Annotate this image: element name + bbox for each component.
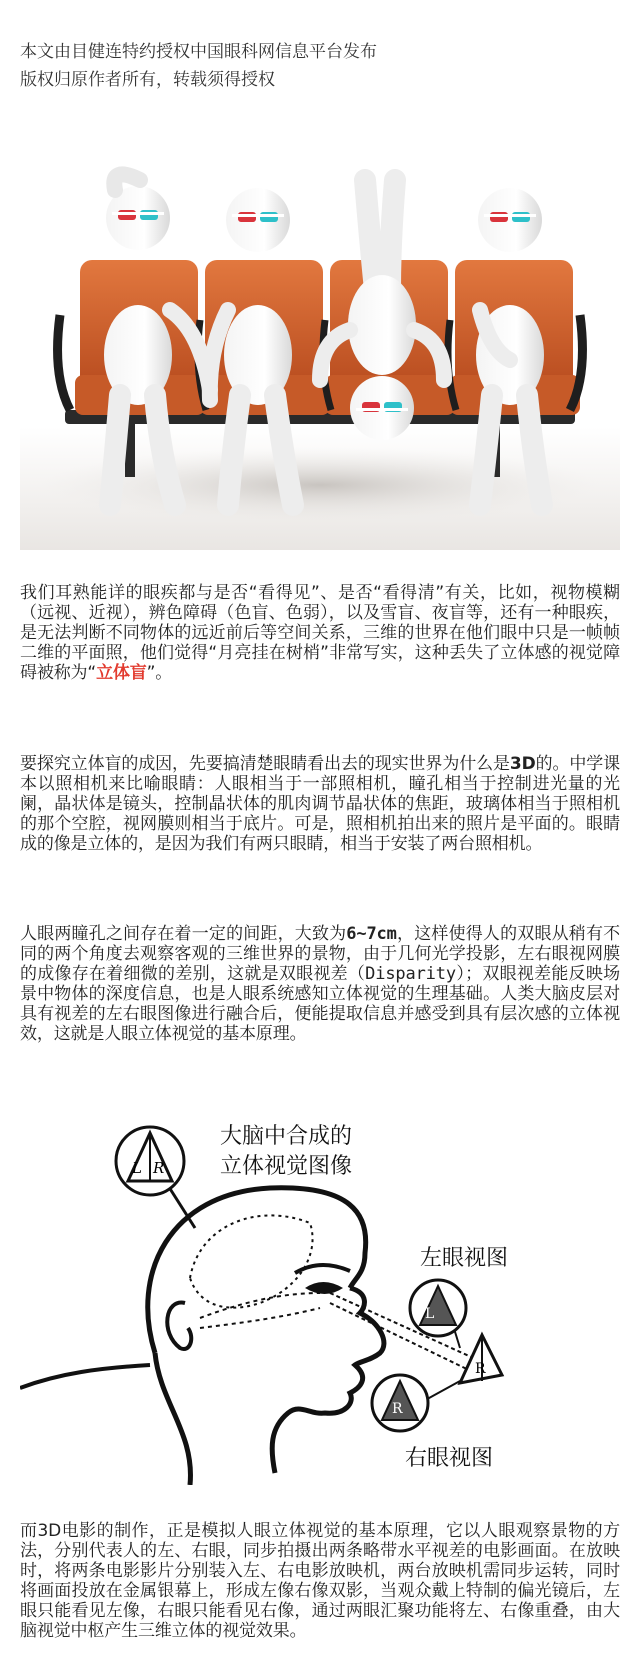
left-view-L-label: L [425,1306,435,1322]
object-R-label: R [475,1361,486,1377]
left-eye-view-label: 左眼视图 [420,1246,509,1271]
paragraph-binocular-disparity [20,924,620,1044]
brain-R-label: R [153,1159,165,1177]
copyright-line-2: 版权归原作者所有，转载须得授权 [20,70,275,90]
copyright-header [20,38,620,94]
para2-rest: 的。中学课本以照相机来比喻眼睛：人眼相当于一部照相机，瞳孔相当于控制进光量的光阑，晶状体是镜头，控制晶状体的肌肉调节晶状体的焦距，玻璃体相当于照相机的那个空腔，视网膜则相当于底片。可是，照相机拍出来的照片是平面的。眼睛成的像是立体的，是因为我们有两只眼睛，相当于安装了两台照相机。 [20,754,620,854]
paragraph-stereo-blindness [20,583,620,683]
paragraph-3d-film [20,1521,620,1641]
copyright-line-1: 本文由目健连特约授权中国眼科网信息平台发布 [20,42,377,62]
brain-label-line-2: 立体视觉图像 [220,1154,353,1179]
paragraph-camera-analogy [20,754,620,854]
optic-path [200,1293,320,1318]
brain-L-label: L [132,1159,142,1177]
para3-text: 人眼两瞳孔之间存在着一定的间距，大致为 [20,924,347,944]
para2-bold: 3D [509,754,536,774]
eyebrow [295,1265,350,1273]
para2-text: 要探究立体盲的成因，先要搞清楚眼睛看出去的现实世界为什么是 [20,754,510,774]
para1-text: 我们耳熟能详的眼疾都与是否“看得见”、是否“看得清”有关，比如，视物模糊（远视、近视），辨色障碍（色盲、色弱），以及雪盲、夜盲等，还有一种眼疾，是无法判断不同物体的远近前后等空间关系，三维的世界在他们眼中只是一帧帧二维的平面照，他们觉得“月亮挂在树梢”非常写实，这种丢失了立体感的视觉障碍被称为“ [20,583,620,683]
stereo-blindness-highlight: 立体盲 [96,663,147,683]
brain-composite-image [116,1127,184,1195]
stereo-vision-diagram [20,1103,620,1485]
disparity-term: Disparity [365,964,456,984]
shoulder-line [20,1365,150,1388]
right-eye-view-bubble [372,1375,428,1431]
cinema-figures-illustration [20,140,620,550]
para4-text: 而3D电影的制作，正是模拟人眼立体视觉的基本原理，它以人眼观察景物的方法，分别代表人的左、右眼，同步拍摄出两条略带水平视差的电影画面。在放映时，将两条电影影片分别装入左、右电影放映机，两台放映机需同步运转，同时将画面投放在金属银幕上，形成左像右像双影，当观众戴上特制的偏光镜后，左眼只能看见左像，右眼只能看见右像，通过两眼汇聚功能将左、右像重叠，由大脑视觉中枢产生三维立体的视觉效果。 [20,1521,620,1641]
right-eye-view-label: 右眼视图 [405,1446,494,1471]
armrest [58,315,70,410]
pupil-distance: 6~7cm [346,924,397,944]
para3-mid: ，这样使得人的双眼从稍有不同的两个角度去观察客观的三维世界的景物，由于几何光学投影，左右眼视网膜的成像存在着细微的差别，这就是双眼视差（ [20,924,620,984]
neck-back [155,1353,190,1485]
right-view-R-label: R [392,1401,403,1417]
stereo-vision-illustration [20,1103,620,1485]
ear [167,1303,191,1349]
head-outline [148,1188,366,1353]
left-eye-view-bubble [410,1280,466,1336]
brain-label-line-1: 大脑中合成的 [220,1124,353,1149]
object-pyramid [460,1335,502,1383]
para1-end: ”。 [146,663,173,683]
cinema-figures-image [20,140,620,550]
para3-rest: ）；双眼视差能反映场景中物体的深度信息，也是人眼系统感知立体视觉的生理基础。人类大脑皮层对具有视差的左右眼图像进行融合后，便能提取信息并感受到具有层次感的立体视效，这就是人眼立体视觉的基本原理。 [20,964,620,1044]
